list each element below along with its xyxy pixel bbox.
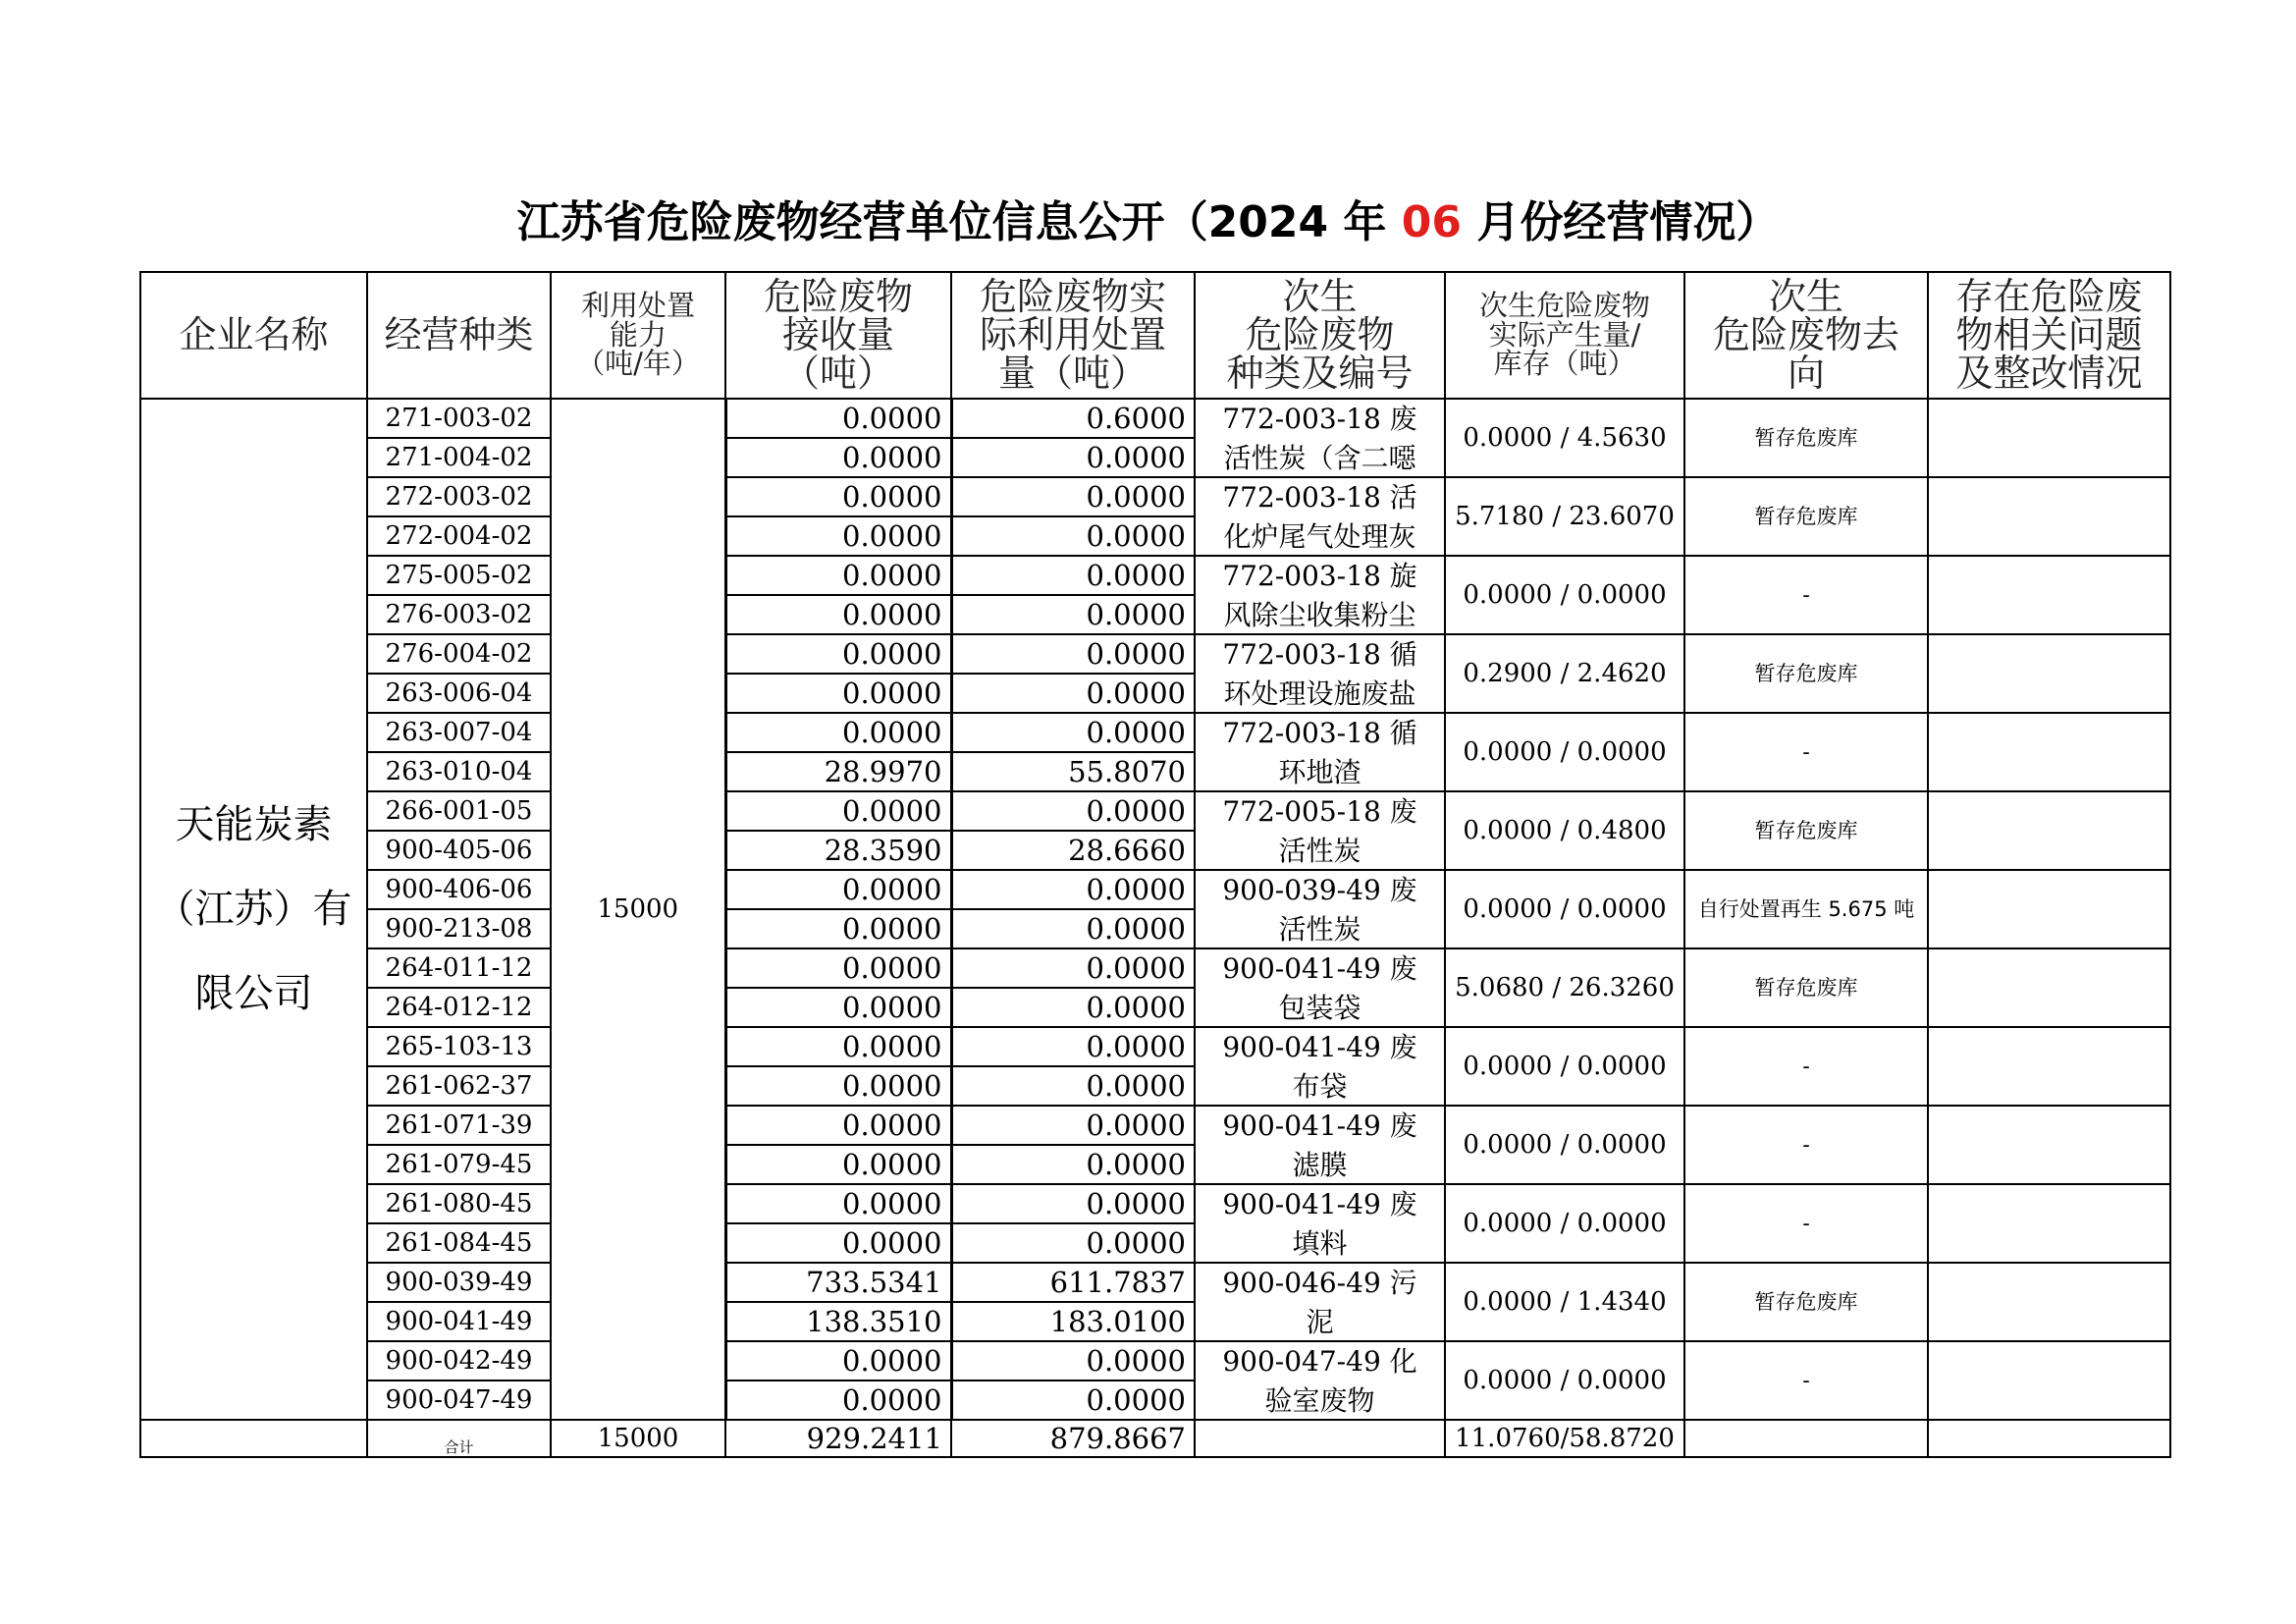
issues-cell [1928,791,2170,870]
disposed-amount: 0.0000 [951,1066,1195,1106]
company-name-cell [140,399,367,1420]
received-amount: 138.3510 [725,1302,951,1341]
table-row [140,870,2170,909]
issues-cell [1928,1263,2170,1341]
secondary-destination: 暂存危废库 [1684,948,1928,1027]
capacity-value: 15000 [551,399,725,1420]
header-received: 危险废物 接收量 （吨） [725,272,951,399]
disposed-amount: 0.0000 [951,556,1195,595]
received-amount: 0.0000 [725,1341,951,1380]
received-amount: 0.0000 [725,595,951,634]
disposed-amount: 0.0000 [951,516,1195,556]
total-capacity: 15000 [551,1420,725,1457]
issues-cell [1928,1341,2170,1420]
waste-code: 263-007-04 [367,713,551,752]
received-amount: 28.9970 [725,752,951,791]
disposed-amount: 0.0000 [951,948,1195,988]
secondary-waste-type-text: 900-041-49 废布袋 [1222,1031,1417,1103]
secondary-waste-type-text: 772-003-18 旋风除尘收集粉尘 [1222,560,1417,631]
report-month: 06 [1401,197,1462,247]
table-row [140,556,2170,595]
header-secondary-destination: 次生 危险废物去 向 [1684,272,1928,399]
disposed-amount: 0.0000 [951,1027,1195,1066]
received-amount: 0.0000 [725,556,951,595]
waste-code: 900-042-49 [367,1341,551,1380]
secondary-destination: 自行处置再生 5.675 吨 [1684,870,1928,948]
disposed-amount: 0.0000 [951,988,1195,1027]
total-blank-cell [140,1420,367,1457]
secondary-amount: 0.2900 / 2.4620 [1445,634,1684,713]
waste-code: 261-062-37 [367,1066,551,1106]
waste-code: 266-001-05 [367,791,551,831]
disposed-amount: 0.0000 [951,674,1195,713]
secondary-amount: 0.0000 / 0.0000 [1445,556,1684,634]
secondary-waste-type-text: 772-003-18 废活性炭（含二噁 [1222,403,1417,474]
waste-code: 276-004-02 [367,634,551,674]
header-issues: 存在危险废 物相关问题 及整改情况 [1928,272,2170,399]
secondary-waste-type-text: 900-041-49 废滤膜 [1222,1110,1417,1181]
disposed-amount: 0.6000 [951,399,1195,438]
secondary-waste-type [1195,1263,1445,1341]
secondary-amount: 0.0000 / 0.4800 [1445,791,1684,870]
header-company: 企业名称 [140,272,367,399]
disposed-amount: 0.0000 [951,634,1195,674]
secondary-waste-type [1195,1027,1445,1106]
secondary-destination: 暂存危废库 [1684,399,1928,477]
secondary-amount: 0.0000 / 0.0000 [1445,1184,1684,1263]
disposed-amount: 55.8070 [951,752,1195,791]
disposed-amount: 0.0000 [951,477,1195,516]
secondary-waste-type [1195,791,1445,870]
received-amount: 733.5341 [725,1263,951,1302]
waste-code: 263-006-04 [367,674,551,713]
secondary-waste-type [1195,948,1445,1027]
disposed-amount: 0.0000 [951,791,1195,831]
secondary-destination: 暂存危废库 [1684,791,1928,870]
issues-cell [1928,1184,2170,1263]
received-amount: 0.0000 [725,1184,951,1223]
disposed-amount: 0.0000 [951,438,1195,477]
waste-code: 900-041-49 [367,1302,551,1341]
waste-code: 276-003-02 [367,595,551,634]
secondary-amount: 0.0000 / 0.0000 [1445,1027,1684,1106]
table-row [140,1027,2170,1066]
secondary-destination: - [1684,1341,1928,1420]
received-amount: 28.3590 [725,831,951,870]
company-name-line: 限公司 [194,971,313,1016]
table-body [140,399,2170,1457]
secondary-amount: 0.0000 / 0.0000 [1445,1341,1684,1420]
table-row [140,1184,2170,1223]
received-amount: 0.0000 [725,1380,951,1420]
received-amount: 0.0000 [725,713,951,752]
received-amount: 0.0000 [725,674,951,713]
header-category: 经营种类 [367,272,551,399]
received-amount: 0.0000 [725,870,951,909]
secondary-waste-type [1195,1184,1445,1263]
secondary-waste-type [1195,634,1445,713]
secondary-destination: - [1684,1184,1928,1263]
issues-cell [1928,634,2170,713]
disposed-amount: 0.0000 [951,1184,1195,1223]
secondary-waste-type [1195,477,1445,556]
waste-code: 261-080-45 [367,1184,551,1223]
secondary-destination: - [1684,1106,1928,1184]
waste-code: 261-071-39 [367,1106,551,1145]
header-row [140,272,2170,399]
received-amount: 0.0000 [725,1223,951,1263]
table-row [140,1341,2170,1380]
disposed-amount: 28.6660 [951,831,1195,870]
secondary-amount: 0.0000 / 0.0000 [1445,713,1684,791]
received-amount: 0.0000 [725,948,951,988]
table-row [140,713,2170,752]
waste-code: 271-003-02 [367,399,551,438]
received-amount: 0.0000 [725,909,951,948]
disposed-amount: 0.0000 [951,1380,1195,1420]
secondary-waste-type-text: 900-046-49 污泥 [1222,1267,1417,1338]
waste-code: 275-005-02 [367,556,551,595]
secondary-waste-type-text: 772-003-18 活化炉尾气处理灰 [1222,481,1417,553]
received-amount: 0.0000 [725,438,951,477]
waste-code: 272-003-02 [367,477,551,516]
table-row [140,399,2170,438]
disposed-amount: 0.0000 [951,1341,1195,1380]
received-amount: 0.0000 [725,399,951,438]
issues-cell [1928,477,2170,556]
total-row [140,1420,2170,1457]
secondary-amount: 0.0000 / 4.5630 [1445,399,1684,477]
header-capacity: 利用处置 能力 （吨/年） [551,272,725,399]
secondary-destination: - [1684,556,1928,634]
secondary-amount: 0.0000 / 1.4340 [1445,1263,1684,1341]
waste-code: 271-004-02 [367,438,551,477]
disposed-amount: 0.0000 [951,713,1195,752]
secondary-amount: 0.0000 / 0.0000 [1445,1106,1684,1184]
secondary-waste-type [1195,399,1445,477]
secondary-destination: - [1684,1027,1928,1106]
disposed-amount: 0.0000 [951,1145,1195,1184]
secondary-waste-type-text: 772-003-18 循环地渣 [1222,717,1417,788]
header-disposed: 危险废物实 际利用处置 量（吨） [951,272,1195,399]
received-amount: 0.0000 [725,477,951,516]
header-secondary-amount: 次生危险废物 实际产生量/ 库存（吨） [1445,272,1684,399]
secondary-destination: - [1684,713,1928,791]
total-destination [1684,1420,1928,1457]
total-issues [1928,1420,2170,1457]
waste-code: 900-039-49 [367,1263,551,1302]
secondary-waste-type [1195,1341,1445,1420]
company-name-line: （江苏）有 [155,887,352,932]
table-row [140,1106,2170,1145]
secondary-waste-type [1195,556,1445,634]
issues-cell [1928,556,2170,634]
secondary-waste-type [1195,713,1445,791]
waste-code: 900-406-06 [367,870,551,909]
secondary-waste-type-text: 772-005-18 废活性炭 [1222,795,1417,867]
secondary-waste-type-text: 900-041-49 废包装袋 [1222,952,1417,1024]
issues-cell [1928,1106,2170,1184]
waste-code: 261-079-45 [367,1145,551,1184]
disposed-amount: 0.0000 [951,870,1195,909]
secondary-waste-type-text: 900-047-49 化验室废物 [1222,1345,1417,1417]
waste-code: 900-405-06 [367,831,551,870]
total-secondary-amount: 11.0760/58.8720 [1445,1420,1684,1457]
issues-cell [1928,713,2170,791]
waste-code: 264-011-12 [367,948,551,988]
total-received: 929.2411 [725,1420,951,1457]
secondary-waste-type [1195,1106,1445,1184]
table-row [140,634,2170,674]
waste-code: 900-213-08 [367,909,551,948]
secondary-destination: 暂存危废库 [1684,477,1928,556]
secondary-destination: 暂存危废库 [1684,1263,1928,1341]
secondary-destination: 暂存危废库 [1684,634,1928,713]
secondary-amount: 5.0680 / 26.3260 [1445,948,1684,1027]
waste-code: 900-047-49 [367,1380,551,1420]
total-disposed: 879.8667 [951,1420,1195,1457]
issues-cell [1928,870,2170,948]
received-amount: 0.0000 [725,516,951,556]
secondary-waste-type-text: 900-041-49 废填料 [1222,1188,1417,1260]
secondary-waste-type [1195,870,1445,948]
disposed-amount: 611.7837 [951,1263,1195,1302]
issues-cell [1928,948,2170,1027]
table-row [140,1263,2170,1302]
disposed-amount: 0.0000 [951,1223,1195,1263]
received-amount: 0.0000 [725,1027,951,1066]
secondary-waste-type-text: 900-039-49 废活性炭 [1222,874,1417,946]
waste-code: 265-103-13 [367,1027,551,1066]
waste-code: 261-084-45 [367,1223,551,1263]
total-label: 合计 [367,1420,551,1457]
waste-code: 263-010-04 [367,752,551,791]
disposed-amount: 0.0000 [951,909,1195,948]
issues-cell [1928,1027,2170,1106]
issues-cell [1928,399,2170,477]
page-title: 江苏省危险废物经营单位信息公开（2024 年 06 月份经营情况） [516,197,1780,247]
company-name-line: 天能炭素 [175,802,333,847]
received-amount: 0.0000 [725,1106,951,1145]
received-amount: 0.0000 [725,1145,951,1184]
table-row [140,791,2170,831]
table-row [140,477,2170,516]
secondary-amount: 5.7180 / 23.6070 [1445,477,1684,556]
secondary-waste-type-text: 772-003-18 循环处理设施废盐 [1222,638,1417,710]
waste-code: 264-012-12 [367,988,551,1027]
header-secondary-type: 次生 危险废物 种类及编号 [1195,272,1445,399]
table-row [140,948,2170,988]
received-amount: 0.0000 [725,1066,951,1106]
disposed-amount: 0.0000 [951,595,1195,634]
waste-code: 272-004-02 [367,516,551,556]
disposed-amount: 183.0100 [951,1302,1195,1341]
disposed-amount: 0.0000 [951,1106,1195,1145]
received-amount: 0.0000 [725,988,951,1027]
total-secondary-type [1195,1420,1445,1457]
waste-operations-table [139,271,2171,1458]
received-amount: 0.0000 [725,634,951,674]
secondary-amount: 0.0000 / 0.0000 [1445,870,1684,948]
received-amount: 0.0000 [725,791,951,831]
